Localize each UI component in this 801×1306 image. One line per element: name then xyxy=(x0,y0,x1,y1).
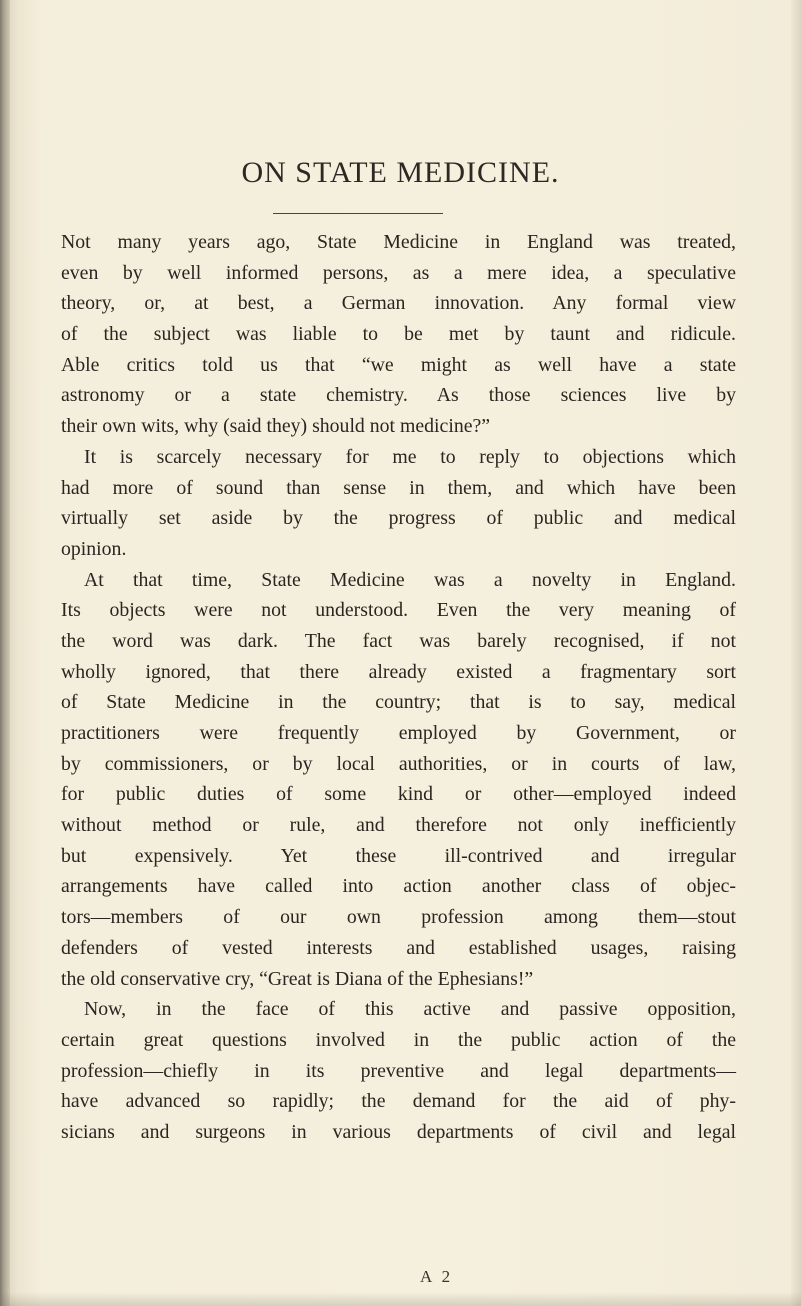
title-rule xyxy=(273,213,443,214)
text-line: Able critics told us that “we might as well have a state xyxy=(61,353,736,376)
text-line: certain great questions involved in the public action of the xyxy=(61,1028,736,1051)
text-line: tors—members of our own profession among them—stout xyxy=(61,906,736,929)
text-line: It is scarcely necessary for me to reply to objections which xyxy=(84,445,736,468)
text-line: the old conservative cry, “Great is Diana of the Ephesians!” xyxy=(61,967,534,990)
text-line: the word was dark. The fact was barely recognised, if not xyxy=(61,629,736,652)
text-line: for public duties of some kind or other—employed indeed xyxy=(61,783,736,806)
text-line: sicians and surgeons in various departments of civil and legal xyxy=(61,1120,736,1143)
text-line: Now, in the face of this active and passive opposition, xyxy=(84,998,736,1021)
text-line: have advanced so rapidly; the demand for the aid of phy- xyxy=(61,1090,736,1113)
text-line: had more of sound than sense in them, and which have been xyxy=(61,476,736,499)
text-line: even by well informed persons, as a mere idea, a speculative xyxy=(61,261,736,284)
text-line: arrangements have called into action another class of objec- xyxy=(61,875,736,898)
page-right-edge xyxy=(791,0,801,1306)
page-bottom-shadow xyxy=(0,1292,801,1306)
body-text xyxy=(61,227,736,1148)
text-line: without method or rule, and therefore not only inefficiently xyxy=(61,814,736,837)
text-line: their own wits, why (said they) should not medicine?” xyxy=(61,415,491,438)
text-line: Its objects were not understood. Even the very meaning of xyxy=(61,599,736,622)
signature-mark: A 2 xyxy=(420,1267,454,1286)
text-line: Not many years ago, State Medicine in England was treated, xyxy=(61,231,736,253)
text-line: opinion. xyxy=(61,537,127,560)
text-line: virtually set aside by the progress of public and medical xyxy=(61,507,736,530)
page-title: ON STATE MEDICINE. xyxy=(241,156,560,189)
text-line: astronomy or a state chemistry. As those sciences live by xyxy=(61,384,736,407)
text-line: At that time, State Medicine was a novelty in England. xyxy=(84,568,736,591)
page-binding-edge xyxy=(0,0,10,1306)
text-line: by commissioners, or by local authorities, or in courts of law, xyxy=(61,752,736,775)
text-line: wholly ignored, that there already existed a fragmentary sort xyxy=(61,660,736,683)
text-line: theory, or, at best, a German innovation. Any formal view xyxy=(61,292,736,315)
text-line: of State Medicine in the country; that is to say, medical xyxy=(61,691,736,714)
text-line: profession—chiefly in its preventive and legal departments— xyxy=(61,1059,736,1082)
text-line: practitioners were frequently employed by Government, or xyxy=(61,722,736,744)
text-line: but expensively. Yet these ill-contrived and irregular xyxy=(61,844,736,867)
text-line: of the subject was liable to be met by taunt and ridicule. xyxy=(61,323,736,346)
text-line: defenders of vested interests and established usages, raising xyxy=(61,936,736,959)
